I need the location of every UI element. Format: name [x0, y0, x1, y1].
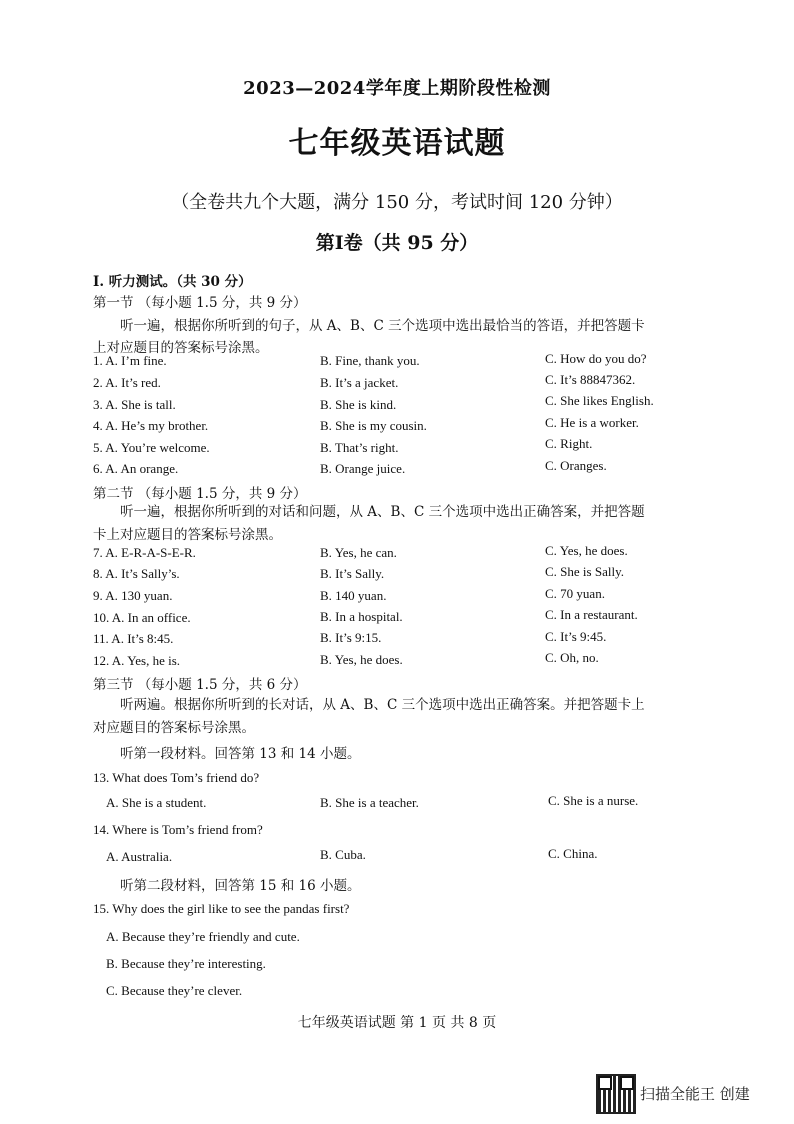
part1-heading: 第一节 （每小题 1.5 分，共 9 分）	[93, 295, 307, 311]
option-b: B. It’s 9:15.	[320, 630, 382, 645]
option-b: B. Because they’re interesting.	[106, 956, 266, 971]
part2-heading: 第二节 （每小题 1.5 分，共 9 分）	[93, 486, 307, 502]
option-b: B. 140 yuan.	[320, 588, 387, 603]
part3-instruction-line2: 对应题目的答案标号涂黑。	[93, 720, 255, 736]
exam-info: （全卷共九个大题，满分 150 分，考试时间 120 分钟）	[171, 192, 623, 213]
section-title: Ⅰ. 听力测试。（共 30 分）	[93, 274, 252, 290]
option-b: B. In a hospital.	[320, 609, 403, 624]
part1-instruction-line1: 听一遍，根据你所听到的句子，从 A、B、C 三个选项中选出最恰当的答语，并把答题卡	[120, 318, 645, 334]
option-b: B. She is kind.	[320, 397, 397, 412]
option-c: C. She is a nurse.	[548, 793, 639, 808]
option-b: B. Cuba.	[320, 847, 366, 862]
option-c: C. It’s 9:45.	[545, 629, 607, 644]
option-b: B. That’s right.	[320, 440, 399, 455]
option-a: 1. A. I’m fine.	[93, 353, 167, 368]
option-c: C. Because they’re clever.	[106, 983, 243, 998]
option-a: A. She is a student.	[106, 795, 207, 810]
option-c: C. Oranges.	[545, 458, 607, 473]
option-c: C. 70 yuan.	[545, 586, 605, 601]
option-c: C. He is a worker.	[545, 415, 639, 430]
question-14: 14. Where is Tom’s friend from?	[93, 822, 263, 837]
option-a: 10. A. In an office.	[93, 610, 191, 625]
option-c: C. Yes, he does.	[545, 543, 628, 558]
option-b: B. Yes, he can.	[320, 545, 397, 560]
material2-instruction: 听第二段材料，回答第 15 和 16 小题。	[120, 878, 361, 894]
material1-instruction: 听第一段材料。回答第 13 和 14 小题。	[120, 746, 361, 762]
option-c: C. She likes English.	[545, 393, 654, 408]
part3-instruction-line1: 听两遍。根据你所听到的长对话，从 A、B、C 三个选项中选出正确答案。并把答题卡上	[120, 697, 645, 713]
option-c: C. It’s 88847362.	[545, 372, 636, 387]
question-13: 13. What does Tom’s friend do?	[93, 770, 260, 785]
volume-heading: 第Ⅰ卷（共 95 分）	[315, 232, 479, 254]
option-a: 7. A. E-R-A-S-E-R.	[93, 545, 196, 560]
option-a: 9. A. 130 yuan.	[93, 588, 173, 603]
exam-period-heading: 2023—2024学年度上期阶段性检测	[243, 78, 551, 99]
option-a: A. Because they’re friendly and cute.	[106, 929, 300, 944]
option-b: B. Orange juice.	[320, 461, 406, 476]
option-a: 2. A. It’s red.	[93, 375, 161, 390]
option-b: B. It’s Sally.	[320, 566, 385, 581]
part2-instruction-line2: 卡上对应题目的答案标号涂黑。	[93, 527, 282, 543]
option-a: 12. A. Yes, he is.	[93, 653, 181, 668]
exam-title: 七年级英语试题	[288, 126, 506, 161]
option-b: B. It’s a jacket.	[320, 375, 399, 390]
option-a: 3. A. She is tall.	[93, 397, 176, 412]
option-c: C. In a restaurant.	[545, 607, 638, 622]
option-c: C. Right.	[545, 436, 593, 451]
option-b: B. Fine, thank you.	[320, 353, 420, 368]
option-c: C. How do you do?	[545, 351, 647, 366]
option-a: A. Australia.	[106, 849, 173, 864]
option-c: C. Oh, no.	[545, 650, 599, 665]
option-b: B. She is my cousin.	[320, 418, 427, 433]
part3-heading: 第三节 （每小题 1.5 分，共 6 分）	[93, 677, 307, 693]
option-b: B. Yes, he does.	[320, 652, 403, 667]
question-15: 15. Why does the girl like to see the pandas first?	[93, 901, 350, 916]
option-b: B. She is a teacher.	[320, 795, 419, 810]
option-c: C. She is Sally.	[545, 564, 624, 579]
part1-instruction-line2: 上对应题目的答案标号涂黑。	[93, 340, 269, 356]
page-footer: 七年级英语试题 第 1 页 共 8 页	[297, 1015, 497, 1031]
option-a: 5. A. You’re welcome.	[93, 440, 210, 455]
option-a: 11. A. It’s 8:45.	[93, 631, 174, 646]
option-a: 6. A. An orange.	[93, 461, 179, 476]
option-c: C. China.	[548, 846, 598, 861]
option-a: 8. A. It’s Sally’s.	[93, 566, 180, 581]
scanner-watermark: 扫描全能王 创建	[640, 1085, 750, 1103]
option-a: 4. A. He’s my brother.	[93, 418, 209, 433]
part2-instruction-line1: 听一遍，根据你所听到的对话和问题，从 A、B、C 三个选项中选出正确答案，并把答题	[120, 504, 645, 520]
qr-code-icon	[596, 1074, 636, 1114]
